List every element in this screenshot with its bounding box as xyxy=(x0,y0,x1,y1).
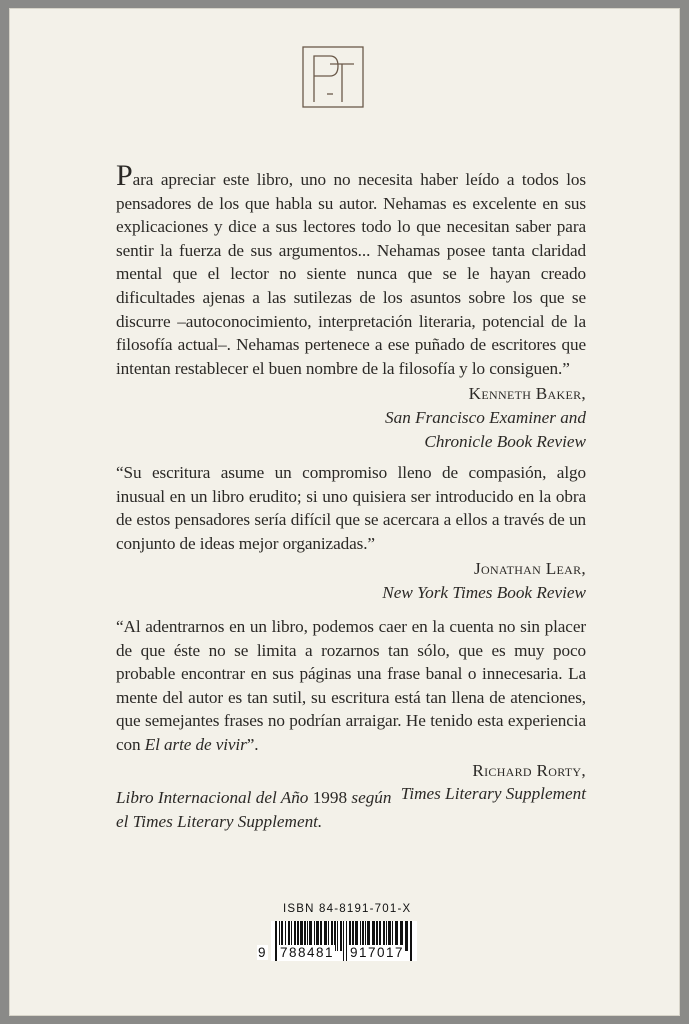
review-author: Richard Rorty, xyxy=(472,760,586,780)
barcode-bar xyxy=(275,921,277,961)
review-source-line: Times Literary Supplement xyxy=(400,784,586,804)
publisher-logo xyxy=(302,46,364,108)
drop-cap: P xyxy=(116,159,133,192)
award-note xyxy=(116,786,536,833)
review-source-line: New York Times Book Review xyxy=(382,582,586,602)
award-note-line-1: Libro Internacional del Año 1998 según xyxy=(116,788,392,807)
barcode-bar xyxy=(343,921,344,961)
review-jonathan-lear xyxy=(116,461,586,605)
award-note-line-2: el Times Literary Supplement. xyxy=(116,811,323,831)
barcode-bar xyxy=(346,921,347,961)
review-quote: “Su escritura asume un compromiso lleno de compasión, algo inusual en un libro erudito; si uno quisiera ser introducido en la obra de estos pensadores sería difícil que se acercara a ellos a través de un conjunto de ideas mejor organizadas.” xyxy=(116,463,586,553)
review-richard-rorty xyxy=(116,615,586,806)
review-source-line: San Francisco Examiner and xyxy=(385,407,586,427)
back-cover xyxy=(9,8,680,1016)
review-kenneth-baker xyxy=(116,159,586,453)
ean-group-1: 788481 xyxy=(280,945,335,960)
review-quote: Para apreciar este libro, uno no necesita haber leído a todos los pensadores de los que habla su autor. Nehamas es excelente en sus explicaciones y dice a sus lectores todo lo que necesitan saber para sentir la fuerza de sus argumentos... Nehamas posee tanta claridad mental que el lector no siente nunca que se le hayan creado dificultades ajenas a las sutilezas de los asuntos sobre los que se discurre –autoconocimiento, interpretación literaria, potencial de la filosofía actual–. Nehamas pertenece a ese puñado de escritores que intentan restablecer el buen nombre de la filosofía y lo consiguen.” xyxy=(116,159,586,378)
review-source-line: Chronicle Book Review xyxy=(424,431,586,451)
barcode-bar xyxy=(410,921,412,961)
isbn-label: ISBN 84-8191-701-X xyxy=(283,903,412,915)
review-author: Jonathan Lear, xyxy=(474,559,586,579)
barcode-bar xyxy=(405,921,408,951)
ean-group-2: 917017 xyxy=(350,945,405,960)
review-quote: “Al adentrarnos en un libro, podemos caer en la cuenta no sin placer de que éste no se limita a rozarnos tan sólo, que es muy poco probable encontrar en sus páginas una frase banal o innecesaria. La mente del autor es tan sutil, su escritura está tan llena de atenciones, que semejantes frases no podrían arraigar. He tenido esta experiencia con El arte de vivir”. xyxy=(116,617,586,754)
book-title: El arte de vivir xyxy=(144,734,247,754)
barcode-bar xyxy=(337,921,338,951)
ean-first-digit: 9 xyxy=(258,945,268,960)
isbn-barcode xyxy=(257,903,427,967)
barcode-bar xyxy=(340,921,342,951)
review-author: Kenneth Baker, xyxy=(468,384,586,404)
